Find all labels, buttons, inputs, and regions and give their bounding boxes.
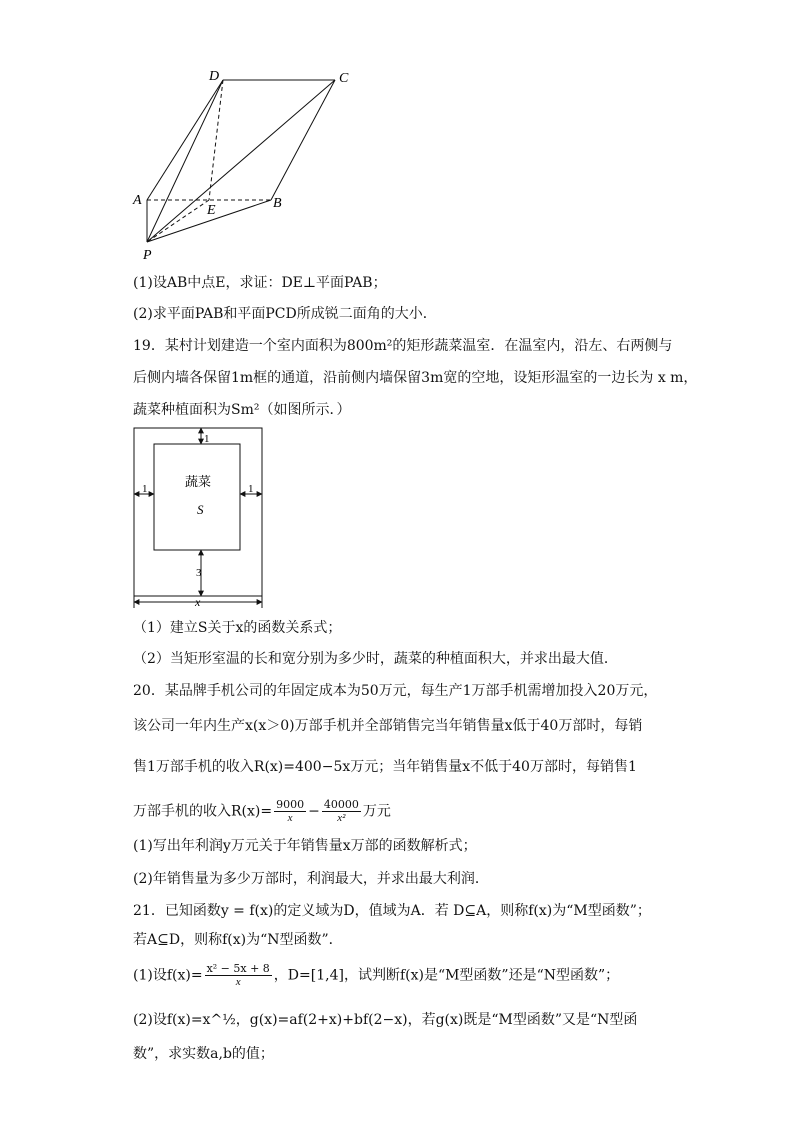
frac2-num: 40000	[323, 798, 359, 811]
q21-line1: 21．已知函数y = f(x)的定义域为D，值域为A．若 D⊆A，则称f(x)为“M型函数”；	[133, 903, 651, 919]
q20-line4	[133, 798, 391, 825]
q19-part2: （2）当矩形室温的长和宽分别为多少时，蔬菜的种植面积大，并求出最大值．	[133, 651, 618, 667]
geometry-figure	[125, 64, 365, 264]
top-gap: 1	[204, 433, 210, 445]
q19-part1: （1）建立S关于x的函数关系式；	[133, 620, 342, 636]
q20-line4-post: 万元	[362, 803, 391, 820]
q18-part2: (2)求平面PAB和平面PCD所成锐二面角的大小．	[133, 306, 437, 322]
frac-fx-den: x	[235, 976, 241, 988]
fraction-40000-x2	[322, 798, 361, 825]
q21-line5: 数”，求实数a,b的值；	[133, 1046, 274, 1062]
frac1-num: 9000	[276, 798, 305, 811]
q21-line4: (2)设f(x)=x^½，g(x)=af(2+x)+bf(2−x)，若g(x)既是“M型函数”又是“N型函	[133, 1012, 638, 1028]
inner-label: 蔬菜	[185, 474, 212, 489]
q20-part2: (2)年销售量为多少万部时，利润最大，并求出最大利润．	[133, 871, 489, 887]
fraction-fx	[205, 962, 272, 989]
label-D: D	[209, 69, 220, 84]
q20-line2: 该公司一年内生产x(x＞0)万部手机并全部销售完当年销售量x低于40万部时，每销	[133, 718, 643, 734]
q18-part1: (1)设AB中点E，求证：DE⊥平面PAB；	[133, 275, 387, 291]
label-E: E	[207, 203, 216, 218]
label-B: B	[273, 196, 282, 211]
q20-line3: 售1万部手机的收入R(x)=400−5x万元；当年销售量x不低于40万部时，每销售1	[133, 759, 637, 775]
q21-line2: 若A⊆D，则称f(x)为“N型函数”．	[133, 932, 343, 948]
label-P: P	[143, 248, 152, 263]
right-gap: 1	[248, 483, 254, 495]
q19-line2: 后侧内墙各保留1m框的通道，沿前侧内墙保留3m宽的空地，设矩形温室的一边长为 x m，	[133, 370, 698, 386]
q21-line3	[133, 962, 619, 989]
frac1-den: x	[287, 812, 293, 824]
q20-line4-pre: 万部手机的收入R(x)=	[133, 803, 273, 820]
q19-line1: 19．某村计划建造一个室内面积为800m²的矩形蔬菜温室．在温室内，沿左、右两侧与	[133, 338, 673, 354]
q21-line3-pre: (1)设f(x)=	[133, 967, 203, 984]
minus-sign: −	[308, 803, 320, 820]
bottom-gap: 3	[196, 567, 202, 579]
inner-var: S	[197, 502, 204, 517]
q21-line3-post: ，D=[1,4]，试判断f(x)是“M型函数”还是“N型函数”；	[273, 967, 620, 984]
label-C: C	[339, 71, 349, 86]
fraction-9000-x	[274, 798, 306, 825]
q20-line1: 20．某品牌手机公司的年固定成本为50万元，每生产1万部手机需增加投入20万元，	[133, 683, 658, 699]
width-label: x	[195, 595, 201, 609]
frac-fx-num: x² − 5x + 8	[206, 962, 270, 975]
frac2-den: x²	[337, 812, 346, 824]
q19-line3: 蔬菜种植面积为Sm²（如图所示．）	[133, 402, 351, 418]
q20-part1: (1)写出年利润y万元关于年销售量x万部的函数解析式；	[133, 838, 477, 854]
label-A: A	[133, 193, 142, 208]
greenhouse-figure	[128, 424, 268, 612]
left-gap: 1	[142, 483, 148, 495]
